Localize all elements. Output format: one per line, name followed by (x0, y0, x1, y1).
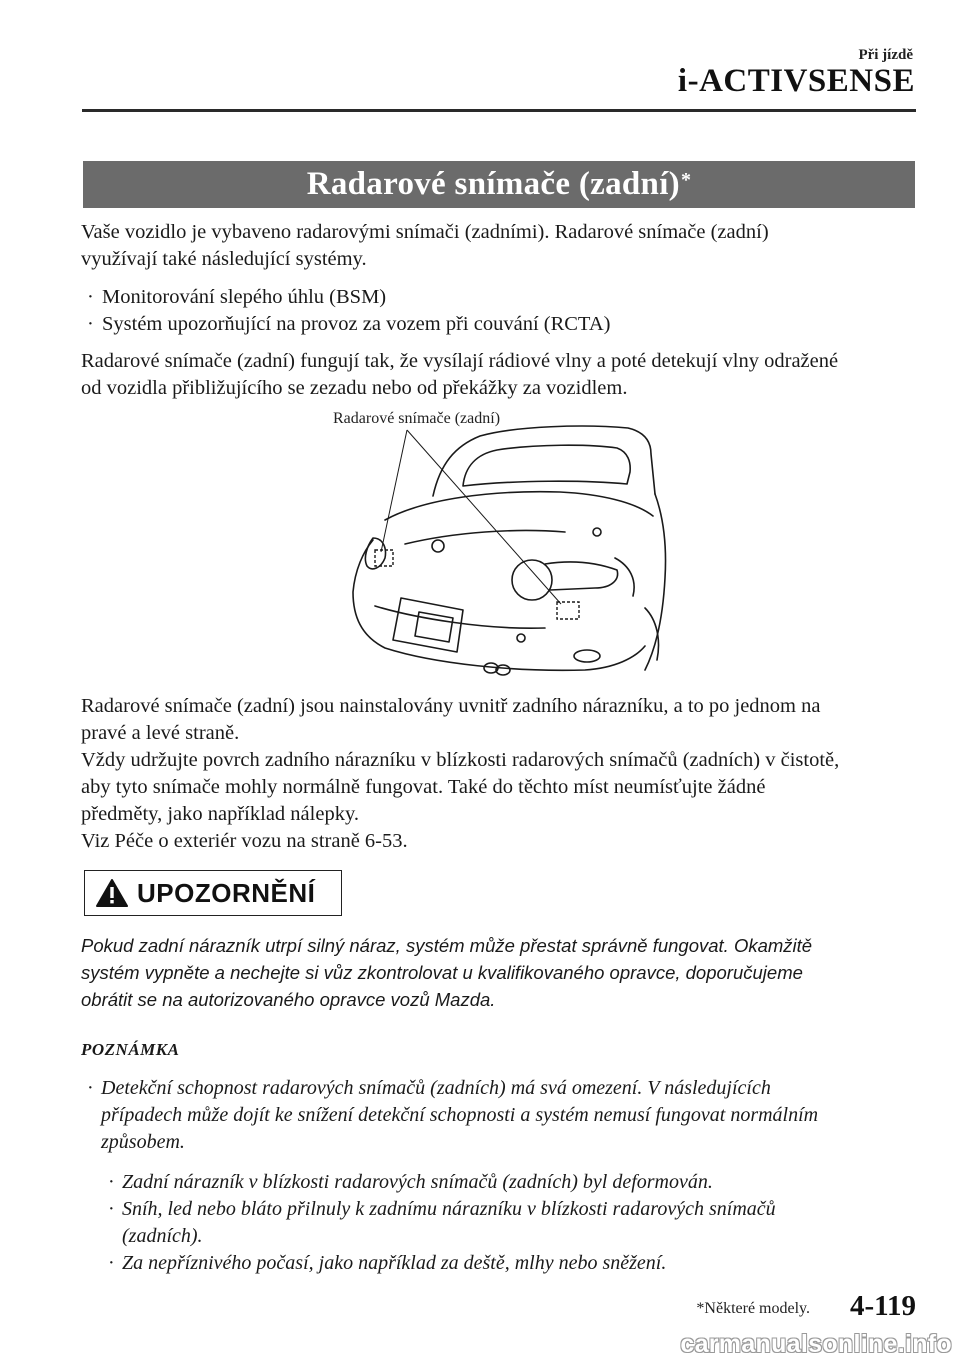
watermark: carmanualsonline.info (680, 1330, 952, 1358)
list-item-continuation: (zadních). (122, 1225, 203, 1247)
list-item (108, 1196, 776, 1223)
intro-line: využívají také následující systémy. (81, 248, 367, 270)
page-title-bar (83, 161, 915, 208)
model-footnote: *Některé modely. (696, 1300, 810, 1317)
list-item (108, 1169, 776, 1196)
car-rear-illustration (345, 420, 675, 682)
model-footnote-mark: * (680, 169, 692, 191)
section-title: Při jízdě (858, 47, 913, 63)
list-item-text: Monitorování slepého úhlu (BSM) (102, 286, 387, 308)
install-paragraph (81, 693, 921, 855)
caution-heading: UPOZORNĚNÍ (137, 877, 316, 908)
bullet-icon: · (108, 1171, 115, 1193)
install-line: Vždy udržujte povrch zadního nárazníku v blízkosti radarových snímačů (zadních) v čistotě, (81, 749, 840, 771)
caution-text (81, 932, 921, 1013)
caution-line: Pokud zadní nárazník utrpí silný náraz, systém může přestat správně fungovat. Okamžitě (81, 935, 813, 956)
systems-list (87, 284, 610, 338)
leader-line (407, 430, 561, 604)
chapter-title: i-ACTIVSENSE (677, 63, 915, 99)
install-line: pravé a levé straně. (81, 722, 240, 744)
install-line: Radarové snímače (zadní) jsou nainstalovány uvnitř zadního nárazníku, a to po jednom na (81, 695, 821, 717)
warning-triangle-icon (95, 878, 129, 908)
caution-box (84, 870, 342, 916)
page-number: 4-119 (849, 1290, 916, 1322)
function-paragraph (81, 348, 921, 402)
note-line: způsobem. (101, 1131, 185, 1153)
note-text: Detekční schopnost radarových snímačů (zadních) má svá omezení. V následujících (101, 1077, 771, 1099)
figure-label: Radarové snímače (zadní) (333, 410, 501, 427)
list-item (87, 284, 610, 311)
left-sensor-location (375, 550, 393, 566)
function-line: Radarové snímače (zadní) fungují tak, že vysílají rádiové vlny a poté detekují vlny odražené (81, 350, 839, 372)
note-sub-list (108, 1169, 776, 1277)
list-item (108, 1250, 776, 1277)
bullet-icon: · (108, 1198, 115, 1220)
note-line: případech může dojít ke snížení detekční schopnosti a systém nemusí fungovat normálním (101, 1104, 819, 1126)
bullet-icon: · (87, 1077, 94, 1099)
intro-paragraph (81, 219, 921, 273)
list-item (87, 311, 610, 338)
note-main (87, 1075, 818, 1156)
install-line: aby tyto snímače mohly normálně fungovat. Také do těchto míst neumísťujte žádné (81, 776, 766, 798)
list-item-text: Systém upozorňující na provoz za vozem při couvání (RCTA) (102, 313, 611, 335)
right-sensor-location (557, 602, 579, 619)
bullet-icon: · (87, 313, 94, 335)
note-title: POZNÁMKA (81, 1040, 180, 1059)
intro-line: Vaše vozidlo je vybaveno radarovými snímači (zadními). Radarové snímače (zadní) (81, 221, 769, 243)
list-item-text: Zadní nárazník v blízkosti radarových snímačů (zadních) byl deformován. (122, 1171, 713, 1193)
bullet-icon: · (108, 1252, 115, 1274)
note-line (87, 1075, 818, 1102)
list-item-text: Sníh, led nebo bláto přilnuly k zadnímu nárazníku v blízkosti radarových snímačů (122, 1198, 776, 1220)
caution-line: obrátit se na autorizovaného opravce vozů Mazda. (81, 989, 496, 1010)
header-divider (82, 109, 916, 112)
bullet-icon: · (87, 286, 94, 308)
list-item-text: Za nepříznivého počasí, jako například za deště, mlhy nebo sněžení. (122, 1252, 667, 1274)
install-line: Viz Péče o exteriér vozu na straně 6-53. (81, 830, 408, 852)
caution-line: systém vypněte a nechejte si vůz zkontrolovat u kvalifikovaného opravce, doporučujeme (81, 962, 803, 983)
function-line: od vozidla přibližujícího se zezadu nebo od překážky za vozidlem. (81, 377, 628, 399)
install-line: předměty, jako například nálepky. (81, 803, 359, 825)
leader-line (381, 430, 407, 552)
page-title: Radarové snímače (zadní) (306, 166, 680, 202)
